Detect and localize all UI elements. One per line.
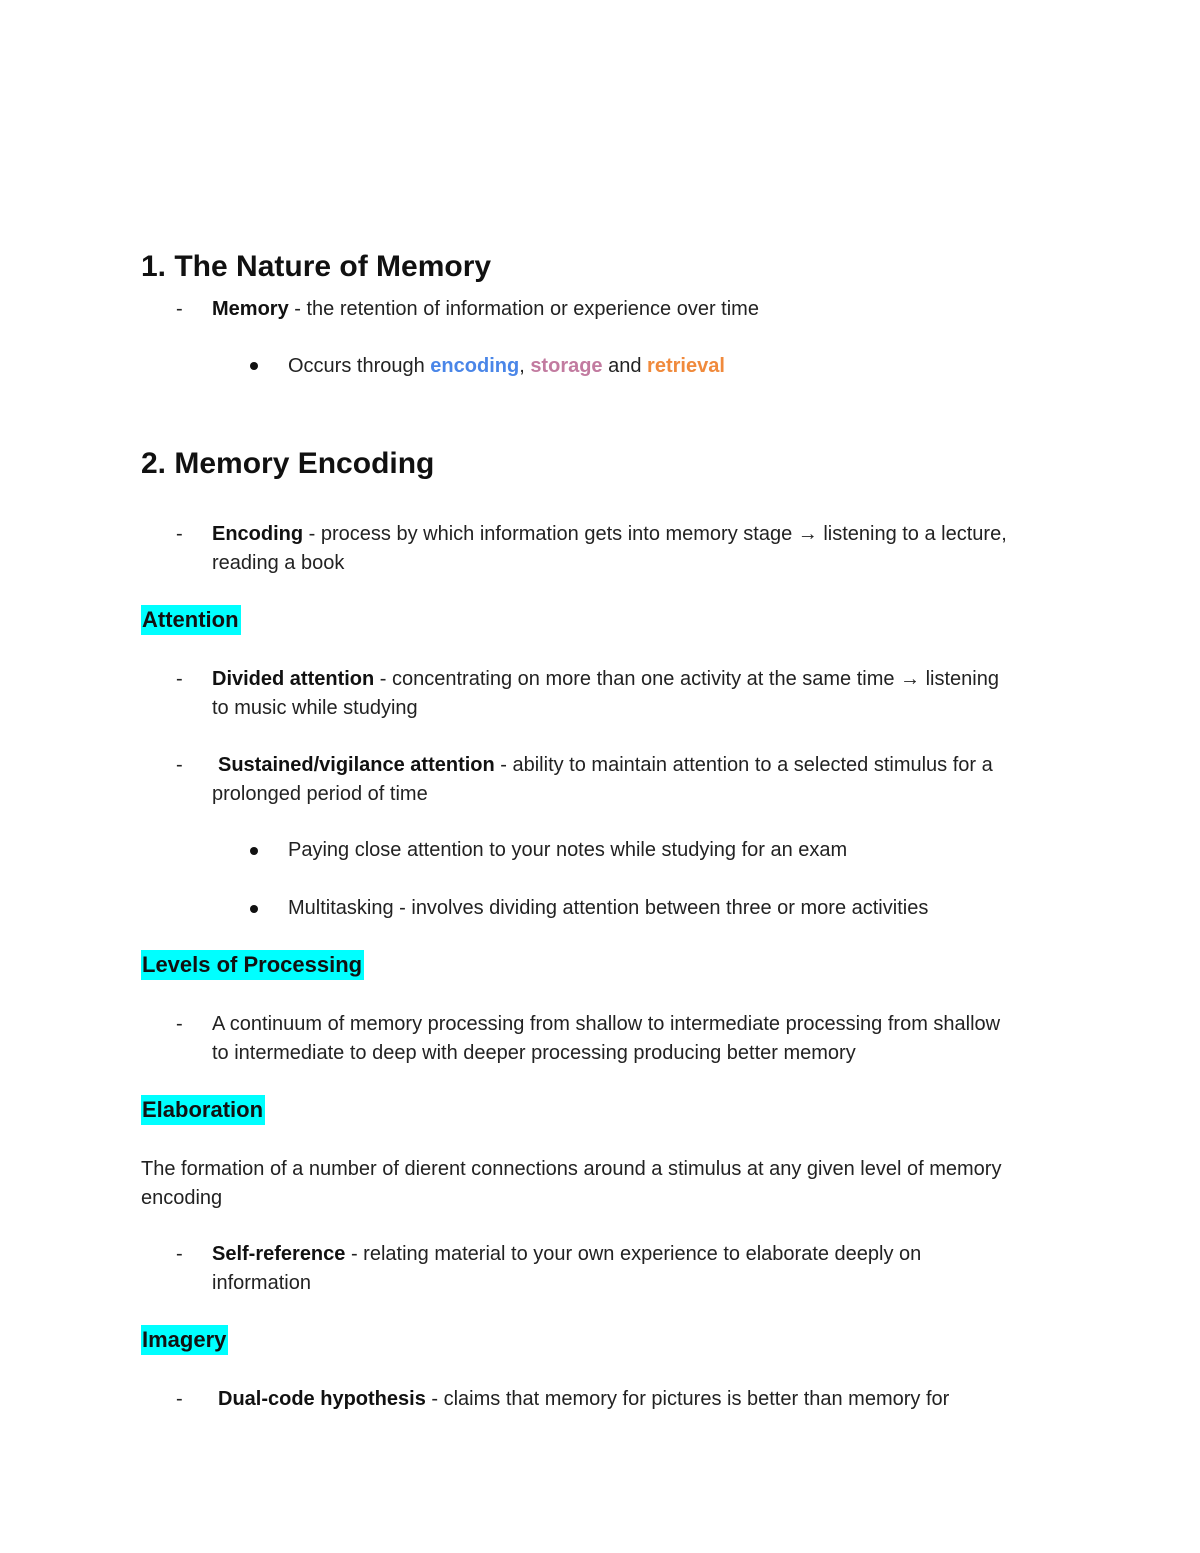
definition-divided-attention: - concentrating on more than one activity at the same time → listening to music while studying — [212, 668, 999, 719]
term-encoding: Encoding — [212, 523, 304, 545]
bullet-item-paying-attention: Paying close attention to your notes while studying for an exam — [288, 839, 848, 861]
list-item-self-reference — [212, 1240, 1002, 1298]
highlight-label-elaboration: Elaboration — [141, 1095, 265, 1125]
bullet-item-multitasking: Multitasking - involves dividing attention between three or more activities — [288, 897, 929, 919]
dash-marker: - — [176, 523, 183, 545]
word-retrieval: retrieval — [647, 355, 725, 377]
dash-marker: - — [176, 1243, 183, 1265]
term-dual-code: Dual-code hypothesis — [218, 1388, 426, 1410]
definition-memory: - the retention of information or experience over time — [288, 298, 759, 320]
bullet-icon — [250, 362, 258, 370]
dash-marker: - — [176, 1388, 183, 1410]
term-self-reference: Self-reference — [212, 1243, 346, 1265]
definition-encoding: - process by which information gets into memory stage → listening to a lecture, reading a book — [212, 523, 1007, 574]
dash-marker: - — [176, 1013, 183, 1035]
definition-self-reference: - relating material to your own experience to elaborate deeply on information — [212, 1243, 922, 1294]
list-item-encoding — [212, 520, 1012, 578]
term-divided-attention: Divided attention — [212, 668, 375, 690]
word-encoding: encoding — [430, 355, 520, 377]
dash-marker: - — [176, 668, 183, 690]
bullet-icon — [250, 905, 258, 913]
list-item-continuum: A continuum of memory processing from shallow to intermediate processing from shallow to intermediate to deep with deeper processing producing better memory — [212, 1013, 1001, 1064]
term-memory: Memory — [212, 298, 289, 320]
conjunction-and: and — [602, 355, 648, 377]
highlight-label-imagery: Imagery — [141, 1325, 228, 1355]
bullet-item-occurs-through — [288, 352, 1068, 381]
list-item-sustained-attention — [212, 751, 1062, 809]
dash-marker: - — [176, 298, 183, 320]
term-sustained-attention: Sustained/vigilance attention — [218, 754, 495, 776]
highlight-label-levels-of-processing: Levels of Processing — [141, 950, 364, 980]
bullet-prefix: Occurs through — [288, 355, 431, 377]
list-item-dual-code — [212, 1385, 1072, 1414]
section-heading-nature-of-memory: 1. The Nature of Memory — [141, 250, 492, 283]
definition-dual-code: - claims that memory for pictures is better than memory for — [425, 1388, 950, 1410]
comma: , — [519, 355, 531, 377]
section-heading-memory-encoding: 2. Memory Encoding — [141, 447, 435, 480]
list-item-divided-attention — [212, 665, 1002, 723]
definition-sustained-attention: - ability to maintain attention to a selected stimulus for a prolonged period of time — [212, 754, 993, 805]
dash-marker: - — [176, 754, 183, 776]
highlight-label-attention: Attention — [141, 605, 241, 635]
bullet-icon — [250, 847, 258, 855]
word-storage: storage — [530, 355, 603, 377]
list-item-memory — [212, 295, 1052, 324]
paragraph-elaboration: The formation of a number of dierent connections around a stimulus at any given level of memory encoding — [141, 1158, 1002, 1209]
